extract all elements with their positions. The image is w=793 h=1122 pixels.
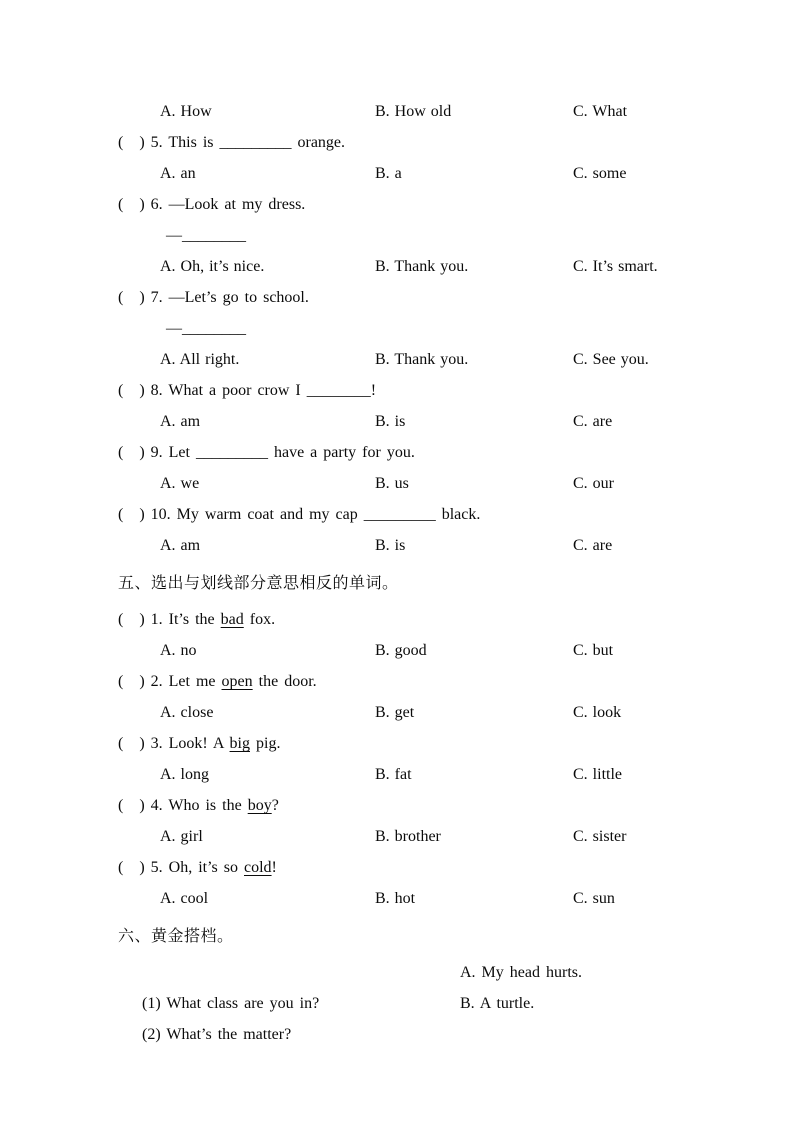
s5-q5-option-b: B. hot xyxy=(375,890,416,907)
q8-option-b: B. is xyxy=(375,413,406,430)
s5-q5-options-row xyxy=(0,883,793,914)
q10-option-c: C. are xyxy=(573,537,613,554)
s5-q4-option-c: C. sister xyxy=(573,828,627,845)
s5-q5-option-a: A. cool xyxy=(160,890,209,907)
s5-q2-option-a: A. close xyxy=(160,704,214,721)
question-10: ( ) 10. My warm coat and my cap _________ black. xyxy=(118,506,481,523)
q4-option-b: B. How old xyxy=(375,103,452,120)
q4-options-row xyxy=(0,96,793,127)
section-5-header: 五、选出与划线部分意思相反的单词。 xyxy=(118,573,399,592)
match-right-1: A. My head hurts. xyxy=(460,964,582,981)
section5-question-2 xyxy=(0,666,793,697)
match-row-2 xyxy=(0,988,793,1043)
question-text-pre: ( ) 3. Look! A xyxy=(118,735,230,752)
q6-options-row xyxy=(0,251,793,282)
q7-option-a: A. All right. xyxy=(160,351,240,368)
underlined-word: open xyxy=(221,673,253,690)
s5-q3-option-c: C. little xyxy=(573,766,622,783)
s5-q3-option-b: B. fat xyxy=(375,766,412,783)
q5-options-row xyxy=(0,158,793,189)
section5-question-1 xyxy=(0,604,793,635)
question-text-pre: ( ) 5. Oh, it’s so xyxy=(118,859,244,876)
question-text-pre: ( ) 1. It’s the xyxy=(118,611,221,628)
section-6-header: 六、黄金搭档。 xyxy=(118,926,234,945)
question-6-reply-blank: —________ xyxy=(166,227,246,244)
question-7: ( ) 7. —Let’s go to school. xyxy=(118,289,309,306)
question-text-post: the door. xyxy=(252,673,317,690)
q4-option-c: C. What xyxy=(573,103,628,120)
question-text-post: fox. xyxy=(243,611,276,628)
q6-option-a: A. Oh, it’s nice. xyxy=(160,258,265,275)
q8-option-a: A. am xyxy=(160,413,201,430)
s5-q1-options-row xyxy=(0,635,793,666)
match-left-2: (2) What’s the matter? xyxy=(142,1026,292,1043)
match-right-2: B. A turtle. xyxy=(460,995,535,1012)
question-6: ( ) 6. —Look at my dress. xyxy=(118,196,306,213)
s5-q5-option-c: C. sun xyxy=(573,890,615,907)
underlined-word: bad xyxy=(220,611,244,628)
underlined-word: cold xyxy=(244,859,272,876)
s5-q1-option-a: A. no xyxy=(160,642,197,659)
q9-options-row xyxy=(0,468,793,499)
s5-q3-option-a: A. long xyxy=(160,766,209,783)
q10-option-b: B. is xyxy=(375,537,406,554)
q7-option-b: B. Thank you. xyxy=(375,351,469,368)
q5-option-c: C. some xyxy=(573,165,627,182)
s5-q4-option-a: A. girl xyxy=(160,828,203,845)
s5-q4-options-row xyxy=(0,821,793,852)
q8-options-row xyxy=(0,406,793,437)
section5-question-4 xyxy=(0,790,793,821)
section5-question-5 xyxy=(0,852,793,883)
s5-q2-option-b: B. get xyxy=(375,704,415,721)
q10-options-row xyxy=(0,530,793,561)
match-left-1: (1) What class are you in? xyxy=(142,995,320,1012)
q6-option-c: C. It’s smart. xyxy=(573,258,658,275)
q8-option-c: C. are xyxy=(573,413,613,430)
q9-option-c: C. our xyxy=(573,475,614,492)
q7-option-c: C. See you. xyxy=(573,351,649,368)
question-9: ( ) 9. Let _________ have a party for you. xyxy=(118,444,415,461)
question-text-post: ? xyxy=(271,797,279,814)
question-text-pre: ( ) 2. Let me xyxy=(118,673,222,690)
question-7-reply-blank: —________ xyxy=(166,320,246,337)
q5-option-a: A. an xyxy=(160,165,196,182)
question-text-post: ! xyxy=(271,859,277,876)
question-text-post: pig. xyxy=(250,735,281,752)
s5-q1-option-c: C. but xyxy=(573,642,614,659)
q6-option-b: B. Thank you. xyxy=(375,258,469,275)
question-5: ( ) 5. This is _________ orange. xyxy=(118,134,346,151)
q5-option-b: B. a xyxy=(375,165,402,182)
s5-q1-option-b: B. good xyxy=(375,642,427,659)
q4-option-a: A. How xyxy=(160,103,212,120)
s5-q3-options-row xyxy=(0,759,793,790)
s5-q2-options-row xyxy=(0,697,793,728)
s5-q2-option-c: C. look xyxy=(573,704,622,721)
underlined-word: big xyxy=(229,735,250,752)
q9-option-a: A. we xyxy=(160,475,200,492)
question-8: ( ) 8. What a poor crow I ________! xyxy=(118,382,377,399)
question-text-pre: ( ) 4. Who is the xyxy=(118,797,248,814)
s5-q4-option-b: B. brother xyxy=(375,828,441,845)
q9-option-b: B. us xyxy=(375,475,409,492)
underlined-word: boy xyxy=(247,797,272,814)
q7-options-row xyxy=(0,344,793,375)
q10-option-a: A. am xyxy=(160,537,201,554)
section5-question-3 xyxy=(0,728,793,759)
